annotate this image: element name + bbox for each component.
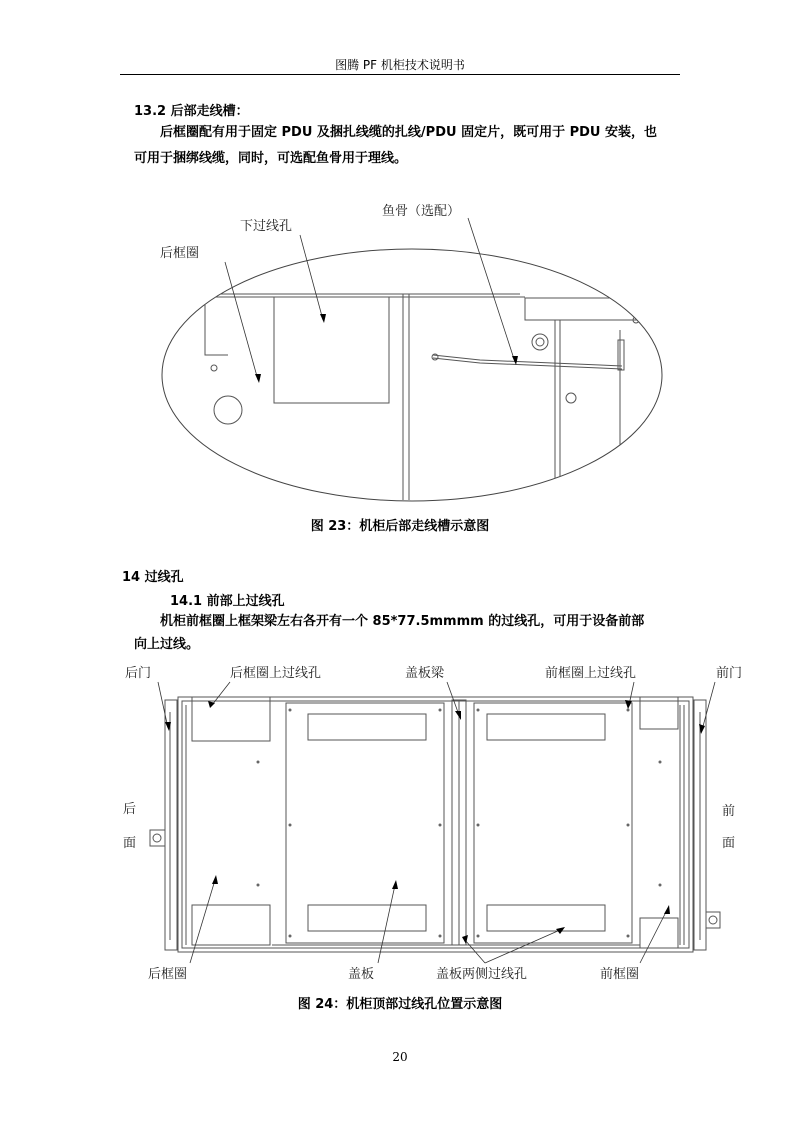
cabinet-top-outline [178,697,693,952]
figure24-caption: 图 24：机柜顶部过线孔位置示意图 [297,997,503,1012]
cover-plate-left [286,703,444,943]
fig24-label-rear-side-2: 面 [123,836,137,851]
fig24-label-front-side-2: 面 [722,836,736,851]
fig23-label-rear-frame: 后框圈 [160,246,200,261]
fig24-label-front-frame-top-hole: 前框圈上过线孔 [545,666,637,681]
section-14-heading: 14 过线孔 [122,570,184,585]
fig23-label-fishbone: 鱼骨（选配） [382,204,461,219]
fig24-label-cover-beam: 盖板梁 [405,666,445,681]
fig24-label-front-side-1: 前 [722,804,736,819]
fig24-label-cover-side-holes: 盖板两侧过线孔 [436,967,528,982]
fig24-label-cover-plate: 盖板 [348,967,375,982]
fig23-label-lower-hole: 下过线孔 [240,219,293,234]
section-13-2-para-line2: 可用于捆绑线缆，同时，可选配鱼骨用于理线。 [134,151,408,166]
fig24-label-front-door: 前门 [716,666,743,681]
cover-plate-right [474,703,632,943]
fig24-label-rear-frame-top-hole: 后框圈上过线孔 [230,666,322,681]
fig24-label-rear-door: 后门 [125,666,152,681]
figure23-caption: 图 23：机柜后部走线槽示意图 [310,519,490,534]
page-number: 20 [392,1050,408,1064]
section-14-1-para-line1: 机柜前框圈上框架梁左右各开有一个 85*77.5mmmm 的过线孔，可用于设备前部 [160,614,645,629]
rear-door-strip [165,700,177,950]
section-14-1-heading: 14.1 前部上过线孔 [170,594,285,609]
rear-frame-top-hole [192,697,270,741]
front-frame-top-hole [640,697,678,729]
fig24-label-rear-side-1: 后 [123,802,137,817]
running-header: 图腾 PF 机柜技术说明书 [335,58,465,72]
fig24-label-front-frame: 前框圈 [600,967,640,982]
section-13-2-para-line1: 后框圈配有用于固定 PDU 及捆扎线缆的扎线/PDU 固定片，既可用于 PDU 安装，也 [160,125,658,140]
section-14-1-para-line2: 向上过线。 [134,637,200,652]
fig24-label-rear-frame: 后框圈 [148,967,188,982]
section-13-2-heading: 13.2 后部走线槽： [134,104,249,119]
